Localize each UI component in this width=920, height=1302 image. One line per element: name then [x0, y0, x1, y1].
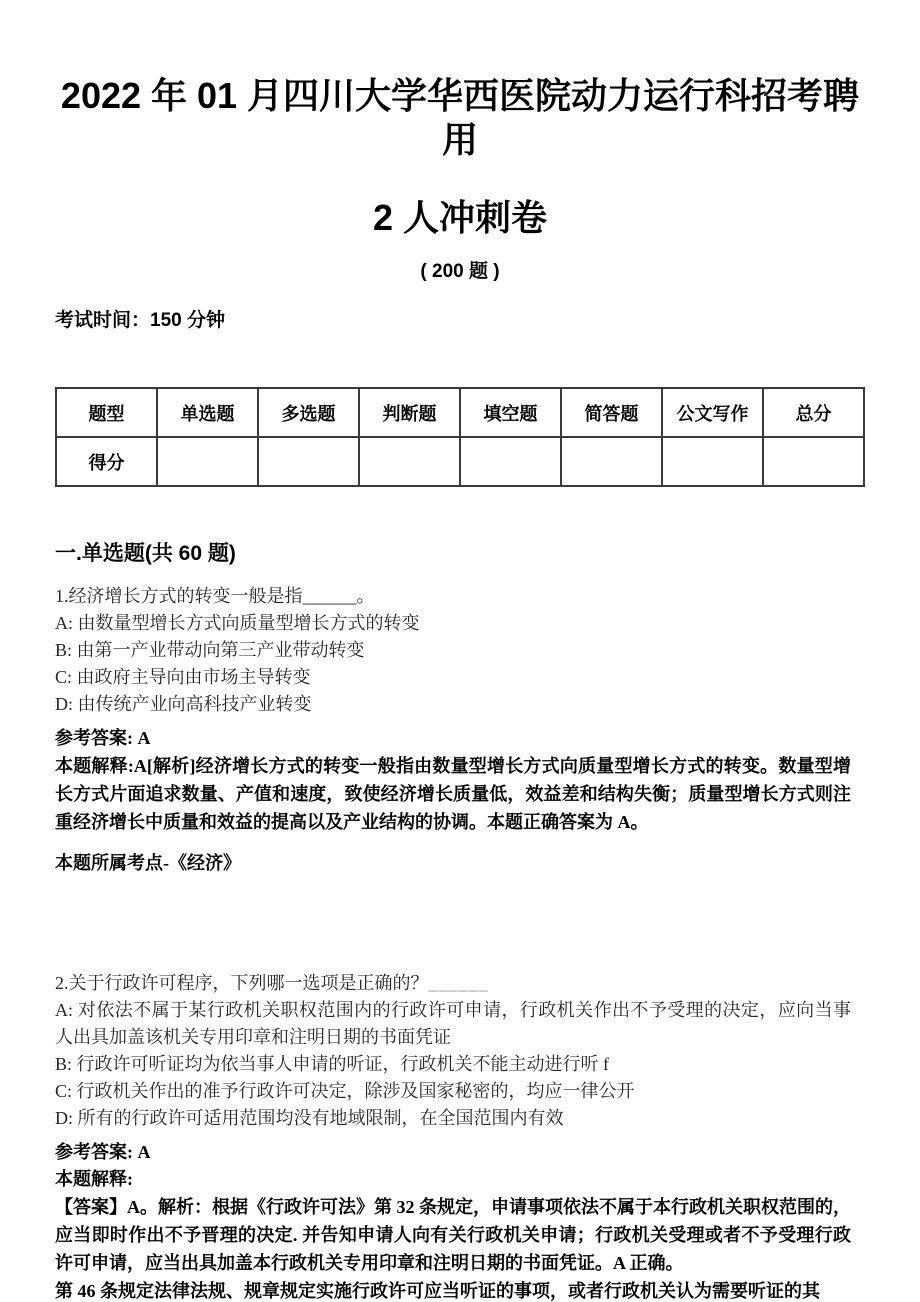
- score-empty-cell: [460, 437, 561, 486]
- question-2-option-d: D: 所有的行政许可适用范围均没有地域限制，在全国范围内有效: [55, 1108, 564, 1128]
- question-1-stem: 1.经济增长方式的转变一般是指______。: [55, 586, 375, 606]
- score-empty-cell: [662, 437, 763, 486]
- score-empty-cell: [561, 437, 662, 486]
- question-count-label: ( 200 题 ): [420, 261, 500, 282]
- section-title-single-choice: 一.单选题(共 60 题): [55, 542, 236, 565]
- score-empty-cell: [157, 437, 258, 486]
- score-empty-cell: [763, 437, 864, 486]
- score-table-header-cell-fill-blank: 填空题: [460, 388, 561, 437]
- question-2-explanation-label: 本题解释:: [55, 1169, 133, 1189]
- question-2-option-c: C: 行政机关作出的准予行政许可决定，除涉及国家秘密的，均应一律公开: [55, 1081, 635, 1101]
- question-2-explanation: 【答案】A。解析：根据《行政许可法》第 32 条规定，申请事项依法不属于本行政机关职权范围的，应当即时作出不予晋理的决定. 并告知申请人向有关行政机关申请；行政机关受理或者不予受理行政许可申请，应当出具加盖本行政机关专用印章和注明日期的书面凭证。A 正确。: [55, 1197, 851, 1273]
- question-2-stem: [55, 970, 851, 997]
- question-1-option-b: B: 由第一产业带动向第三产业带动转变: [55, 640, 365, 660]
- exam-duration-label: 考试时间：150 分钟: [55, 310, 225, 331]
- score-table-header-cell-short-answer: 简答题: [561, 388, 662, 437]
- document-title-line1: 2022 年 01 月四川大学华西医院动力运行科招考聘用: [60, 75, 860, 160]
- score-empty-cell: [258, 437, 359, 486]
- score-table-header-cell-type: 题型: [56, 388, 157, 437]
- question-1-reference-answer: 参考答案: A: [55, 728, 151, 748]
- question-1-explanation: 本题解释:A[解析]经济增长方式的转变一般指由数量型增长方式向质量型增长方式的转变。数量型增长方式片面追求数量、产值和速度，致使经济增长质量低，效益差和结构失衡；质量型增长方式则注重经济增长中质量和效益的提高以及产业结构的协调。本题正确答案为 A。: [55, 756, 851, 832]
- question-2-option-b: B: 行政许可听证均为依当事人申请的听证，行政机关不能主动进行听 f: [55, 1054, 609, 1074]
- question-1-option-a: A: 由数量型增长方式向质量型增长方式的转变: [55, 613, 420, 633]
- question-1-option-d: D: 由传统产业向高科技产业转变: [55, 694, 312, 714]
- question-1-option-c: C: 由政府主导向由市场主导转变: [55, 667, 311, 687]
- score-table-header-cell-single-choice: 单选题: [157, 388, 258, 437]
- score-table-header-row: [56, 388, 864, 437]
- score-table-header-cell-total: 总分: [763, 388, 864, 437]
- question-2-stem-text: 2.关于行政许可程序，下列哪一选项是正确的？: [55, 973, 429, 993]
- question-2-reference-answer: 参考答案: A: [55, 1142, 151, 1162]
- score-table-header-cell-multi-choice: 多选题: [258, 388, 359, 437]
- question-2: [55, 970, 851, 1302]
- score-table-score-row: [56, 437, 864, 486]
- question-1-knowledge-point: 本题所属考点-《经济》: [55, 853, 241, 873]
- score-empty-cell: [359, 437, 460, 486]
- question-2-explanation-extra: 第 46 条规定法律法规、规章规定实施行政许可应当听证的事项，或者行政机关认为需要听证的其: [55, 1281, 820, 1301]
- score-table: [55, 387, 865, 487]
- score-row-label-cell: 得分: [56, 437, 157, 486]
- question-2-blank: ______: [428, 973, 489, 993]
- score-table-header-cell-official-writing: 公文写作: [662, 388, 763, 437]
- question-2-option-a: A: 对依法不属于某行政机关职权范围内的行政许可申请，行政机关作出不予受理的决定，应向当事人出具加盖该机关专用印章和注明日期的书面凭证: [55, 1000, 851, 1047]
- question-1: [55, 583, 851, 877]
- document-title-line2: 2 人冲刺卷: [372, 197, 548, 238]
- score-table-header-cell-true-false: 判断题: [359, 388, 460, 437]
